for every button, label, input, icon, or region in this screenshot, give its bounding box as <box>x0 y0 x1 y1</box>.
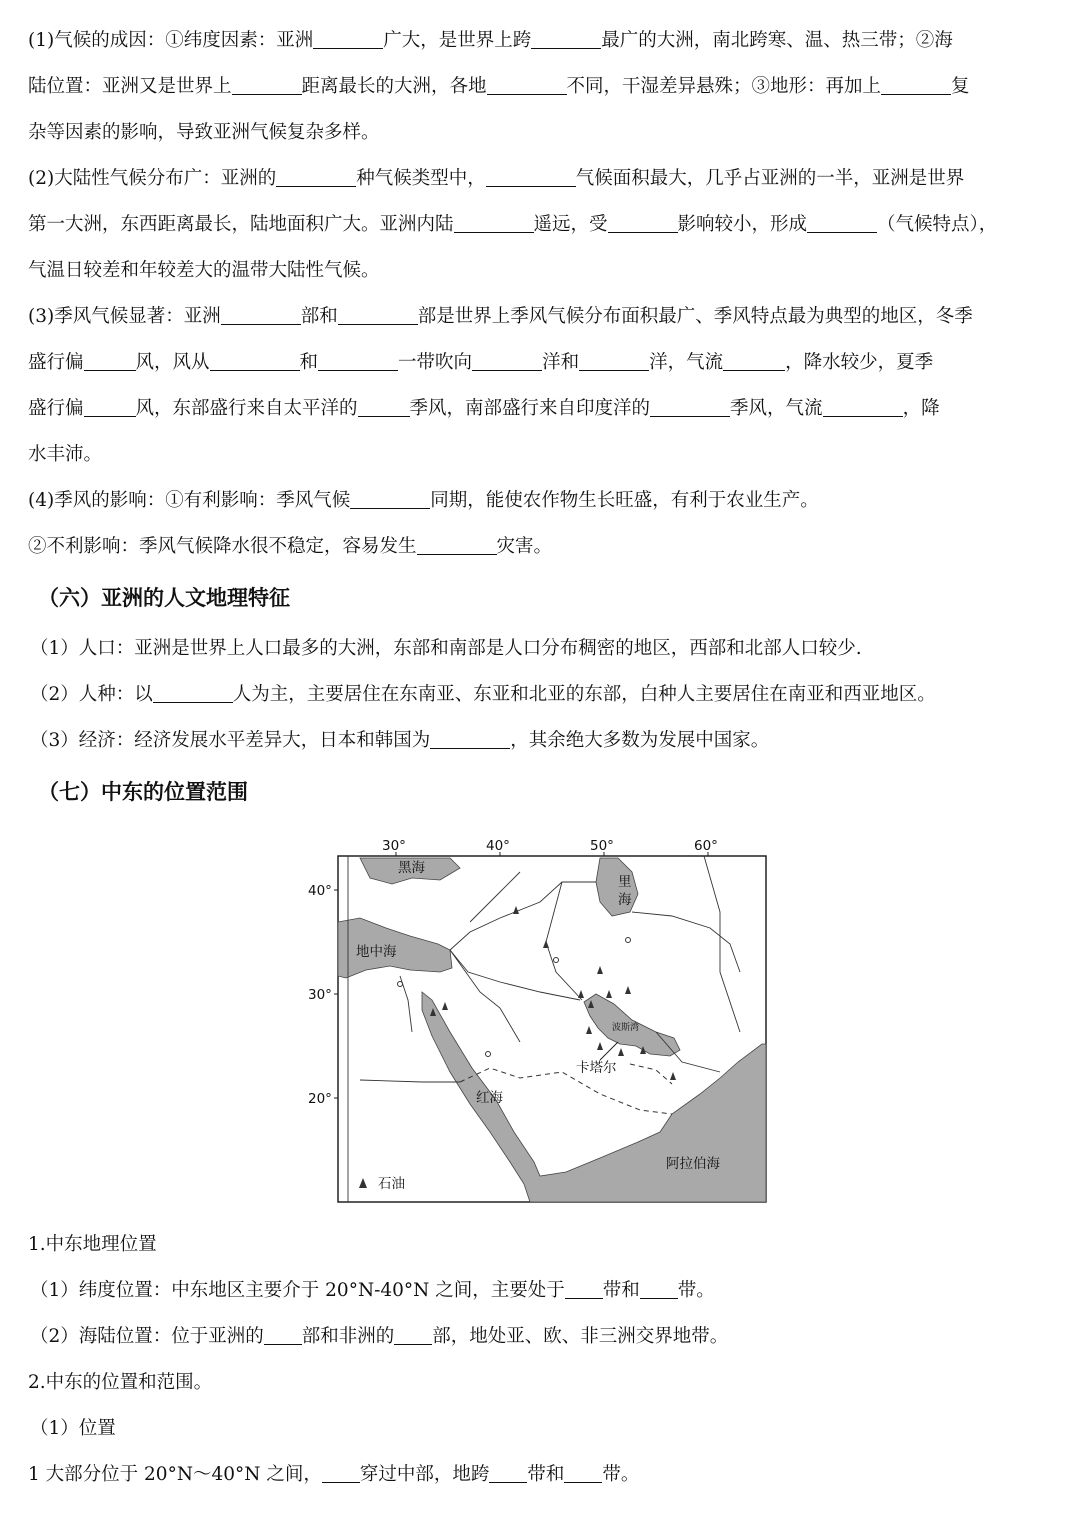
lat-label: 20° <box>308 1091 332 1107</box>
lat-label: 30° <box>308 987 332 1003</box>
text: 风，东部盛行来自太平洋的 <box>135 398 358 419</box>
text: 穿过中部，地跨 <box>359 1464 490 1485</box>
text: （气候特点）， <box>877 214 998 235</box>
text: 季风，气流 <box>730 398 823 419</box>
text: 最广的大洲，南北跨寒、温、热三带；②海 <box>601 30 953 51</box>
text: （2）人种：以 <box>30 684 153 705</box>
text: 1 大部分位于 20°N～40°N 之间， <box>28 1464 322 1485</box>
economy-line <box>28 718 1056 764</box>
text: 杂等因素的影响，导致亚洲气候复杂多样。 <box>28 122 380 143</box>
text: (1)气候的成因：①纬度因素：亚洲 <box>28 30 314 51</box>
answer-blank[interactable] <box>807 214 877 234</box>
continental-climate-line-1 <box>28 156 1056 202</box>
q1-land-sea-line <box>28 1314 1056 1360</box>
race-line <box>28 672 1056 718</box>
climate-cause-line-2 <box>28 64 1056 110</box>
answer-blank[interactable] <box>723 352 785 372</box>
text: 气候面积最大，几乎占亚洲的一半，亚洲是世界 <box>575 168 965 189</box>
answer-blank[interactable] <box>486 168 576 188</box>
text: 水丰沛。 <box>28 444 103 465</box>
text: 风，风从 <box>135 352 210 373</box>
text: ，降水较少，夏季 <box>785 352 934 373</box>
answer-blank[interactable] <box>608 214 678 234</box>
answer-blank[interactable] <box>454 214 534 234</box>
caspian-label: 里 <box>618 874 632 890</box>
answer-blank[interactable] <box>394 1326 432 1346</box>
lon-label: 50° <box>590 838 614 854</box>
answer-blank[interactable] <box>564 1464 602 1484</box>
answer-blank[interactable] <box>338 306 418 326</box>
middle-east-questions <box>28 1222 1056 1498</box>
q1-title <box>28 1222 1056 1268</box>
caspian-label: 海 <box>618 892 632 908</box>
answer-blank[interactable] <box>313 30 383 50</box>
lat-label: 40° <box>308 883 332 899</box>
answer-blank[interactable] <box>350 490 430 510</box>
text: （2）海陆位置：位于亚洲的 <box>30 1326 264 1347</box>
climate-cause-line-1 <box>28 18 1056 64</box>
text: 陆位置：亚洲又是世界上 <box>28 76 232 97</box>
answer-blank[interactable] <box>153 684 233 704</box>
text: 带。 <box>602 1464 640 1485</box>
monsoon-line-3 <box>28 386 1056 432</box>
text: 季风，南部盛行来自印度洋的 <box>409 398 651 419</box>
text: （1）位置 <box>30 1418 116 1439</box>
qatar-label: 卡塔尔 <box>576 1060 617 1076</box>
text: 盛行偏 <box>28 352 84 373</box>
answer-blank[interactable] <box>84 352 136 372</box>
lon-label: 30° <box>382 838 406 854</box>
worksheet-page <box>28 18 1056 820</box>
section-6-title: （六）亚洲的人文地理特征 <box>38 586 290 610</box>
text: 和 <box>299 352 319 373</box>
population-line <box>28 626 1056 672</box>
answer-blank[interactable] <box>640 1280 678 1300</box>
text: 第一大洲，东西距离最长，陆地面积广大。亚洲内陆 <box>28 214 454 235</box>
answer-blank[interactable] <box>881 76 951 96</box>
text: 2.中东的位置和范围。 <box>28 1372 213 1393</box>
text: 复 <box>951 76 970 97</box>
answer-blank[interactable] <box>264 1326 302 1346</box>
text: ，降 <box>902 398 940 419</box>
lon-label: 60° <box>694 838 718 854</box>
text: 遥远，受 <box>533 214 608 235</box>
text: 部，地处亚、欧、非三洲交界地带。 <box>432 1326 729 1347</box>
answer-blank[interactable] <box>84 398 136 418</box>
text: (3)季风气候显著：亚洲 <box>28 306 221 327</box>
text: 广大，是世界上跨 <box>383 30 532 51</box>
text: 影响较小，形成 <box>677 214 808 235</box>
text: 带和 <box>527 1464 565 1485</box>
q2-position-label <box>28 1406 1056 1452</box>
answer-blank[interactable] <box>417 536 497 556</box>
answer-blank[interactable] <box>487 76 567 96</box>
continental-climate-line-2 <box>28 202 1056 248</box>
text: 洋，气流 <box>649 352 724 373</box>
monsoon-impact-line-1 <box>28 478 1056 524</box>
answer-blank[interactable] <box>579 352 649 372</box>
monsoon-impact-line-2 <box>28 524 1056 570</box>
answer-blank[interactable] <box>650 398 730 418</box>
text: 气温日较差和年较差大的温带大陆性气候。 <box>28 260 380 281</box>
text: 距离最长的大洲，各地 <box>301 76 487 97</box>
persian-gulf-label: 波斯湾 <box>612 1023 640 1033</box>
mediterranean-label: 地中海 <box>356 944 397 960</box>
section-7-title: （七）中东的位置范围 <box>38 780 248 804</box>
answer-blank[interactable] <box>823 398 903 418</box>
text: 1.中东地理位置 <box>28 1234 157 1255</box>
text: 不同，干湿差异悬殊；③地形：再加上 <box>566 76 882 97</box>
q2-position-line <box>28 1452 1056 1498</box>
q1-latitude-line <box>28 1268 1056 1314</box>
text: 部和非洲的 <box>301 1326 395 1347</box>
black-sea-label: 黑海 <box>398 860 425 876</box>
text: (2)大陆性气候分布广：亚洲的 <box>28 168 277 189</box>
answer-blank[interactable] <box>472 352 542 372</box>
text: 部和 <box>300 306 338 327</box>
answer-blank[interactable] <box>358 398 410 418</box>
text: 洋和 <box>542 352 580 373</box>
text: 带和 <box>602 1280 640 1301</box>
answer-blank[interactable] <box>489 1464 527 1484</box>
monsoon-line-4 <box>28 432 1056 478</box>
text: 同期，能使农作物生长旺盛，有利于农业生产。 <box>430 490 819 511</box>
text: 带。 <box>677 1280 715 1301</box>
text: 种气候类型中， <box>356 168 486 189</box>
text: 人为主，主要居住在东南亚、东亚和北亚的东部，白种人主要居住在南亚和西亚地区。 <box>232 684 936 705</box>
answer-blank[interactable] <box>318 352 398 372</box>
lon-label: 40° <box>486 838 510 854</box>
text: 一带吹向 <box>398 352 473 373</box>
climate-cause-line-3 <box>28 110 1056 156</box>
red-sea-label: 红海 <box>476 1090 503 1106</box>
text: ②不利影响：季风气候降水很不稳定，容易发生 <box>28 536 417 557</box>
legend-oil-label: 石油 <box>378 1176 405 1192</box>
q2-title <box>28 1360 1056 1406</box>
text: 盛行偏 <box>28 398 84 419</box>
continental-climate-line-3 <box>28 248 1056 294</box>
answer-blank[interactable] <box>210 352 300 372</box>
text: ，其余绝大多数为发展中国家。 <box>510 730 770 751</box>
text: (4)季风的影响：①有利影响：季风气候 <box>28 490 351 511</box>
text: 部是世界上季风气候分布面积最广、季风特点最为典型的地区，冬季 <box>417 306 973 327</box>
text: （3）经济：经济发展水平差异大，日本和韩国为 <box>30 730 431 751</box>
text: 灾害。 <box>496 536 553 557</box>
answer-blank[interactable] <box>531 30 601 50</box>
text: （1）人口：亚洲是世界上人口最多的大洲，东部和南部是人口分布稠密的地区，西部和北部人口较少. <box>30 638 862 659</box>
monsoon-line-1 <box>28 294 1056 340</box>
answer-blank[interactable] <box>565 1280 603 1300</box>
answer-blank[interactable] <box>322 1464 360 1484</box>
text: （1）纬度位置：中东地区主要介于 20°N-40°N 之间，主要处于 <box>30 1280 565 1301</box>
answer-blank[interactable] <box>221 306 301 326</box>
answer-blank[interactable] <box>430 730 510 750</box>
answer-blank[interactable] <box>276 168 356 188</box>
arabian-sea-label: 阿拉伯海 <box>666 1156 720 1172</box>
monsoon-line-2 <box>28 340 1056 386</box>
middle-east-map <box>300 832 770 1208</box>
answer-blank[interactable] <box>232 76 302 96</box>
